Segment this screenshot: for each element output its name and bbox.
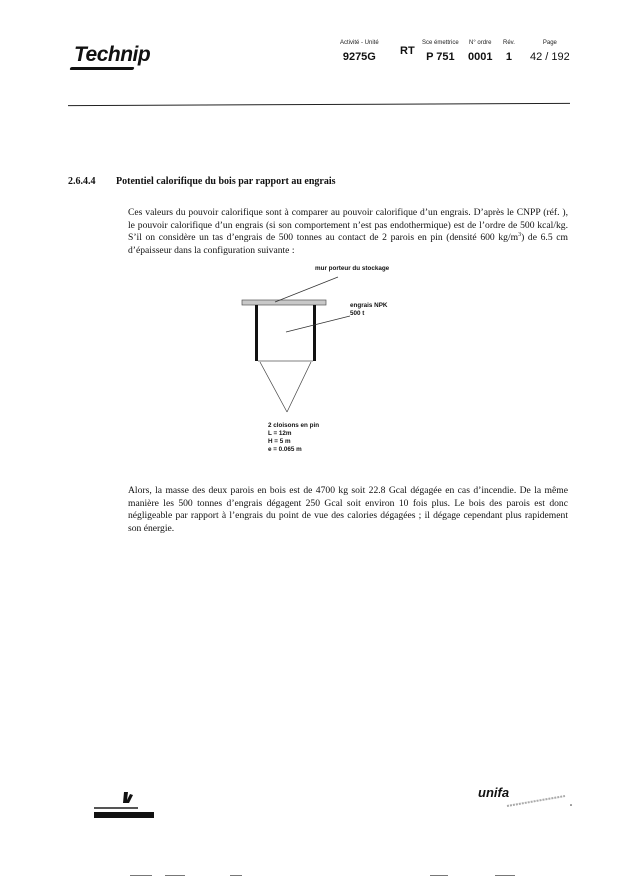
superscript: 3 [518,232,522,238]
label-fertilizer-mass: 500 t [350,310,365,317]
label-fertilizer [350,302,387,318]
unifa-logo: unifa [478,785,510,800]
header-divider [68,103,570,106]
paragraph-conclusion: Alors, la masse des deux parois en bois est de 4700 kg soit 22.8 Gcal dégagée en cas d’incendie. De la même manière les 500 tonnes d’engrais dégagent 250 Gcal soit environ 10 fois plus. Le bois des parois est donc négligeable par rapport à l’engrais du point de vue des calories dégagées ; il dégage cependant plus rapidement son énergie. [128,485,568,534]
field-value: RT [400,45,415,57]
field-label: Activité - Unité [340,40,379,46]
scan-artifact [230,875,242,876]
paragraph-text: Ces valeurs du pouvoir calorifique sont à comparer au pouvoir calorifique d’un engrais. D’après le CNPP (réf. ), le pouvoir calorifique d’un engrais (si son comportement n’est pas endothermique) est de l’ordre de 500 kcal/kg. S’il on considère un tas d’engrais de 500 tonnes au contact de 2 parois en pin (densité 600 kg/m [128,207,568,244]
paragraph-intro [128,207,568,257]
label-partitions [268,422,319,454]
scan-artifact [495,875,515,876]
partition-line: 2 cloisons en pin [268,422,320,429]
header-field-activity [340,40,379,63]
field-label: N° ordre [469,40,492,46]
ministry-emblem-icon [92,790,162,820]
right-partition-shape [313,305,316,361]
partition-leader-right [287,362,311,412]
unifa-tagline-icon [505,792,575,810]
wall-leader-line [275,277,338,302]
bearing-wall-shape [242,300,326,305]
paragraph-text-end: ) de 6.5 cm d’épaisseur dans la configuration suivante : [128,232,568,256]
header-field-order [468,40,492,63]
ministry-logo [92,790,162,820]
field-label: Page [542,40,557,46]
logo-underline [69,67,134,70]
field-label: Rév. [503,40,515,46]
partition-line: L = 12m [268,430,292,437]
scan-artifact [165,875,185,876]
header-field-service [422,40,459,63]
partition-line: e = 0.065 m [268,446,302,453]
scan-artifact [130,875,152,876]
header-field-page [530,40,570,63]
storage-diagram [220,260,440,470]
field-label: Sce émettrice [422,40,459,46]
field-value: 42 / 192 [530,51,570,63]
field-value: 1 [505,51,513,63]
partition-leader-left [260,362,287,412]
left-partition-shape [255,305,258,361]
field-value: 9275G [342,51,376,63]
field-value: P 751 [426,51,455,63]
diagram-drawing [220,260,440,470]
partition-line: H = 5 m [268,438,291,445]
label-fertilizer-type: engrais NPK [350,302,388,309]
scan-artifact [430,875,448,876]
section-title: Potentiel calorifique du bois par rapport au engrais [116,176,336,187]
header-field-type [400,40,415,57]
header-field-revision [503,40,515,63]
field-value: 0001 [468,51,493,63]
fertilizer-leader-line [286,316,350,332]
company-logo: Technip [74,43,151,66]
section-number: 2.6.4.4 [68,176,96,187]
section-heading [68,176,336,187]
label-bearing-wall: mur porteur du stockage [315,265,390,272]
